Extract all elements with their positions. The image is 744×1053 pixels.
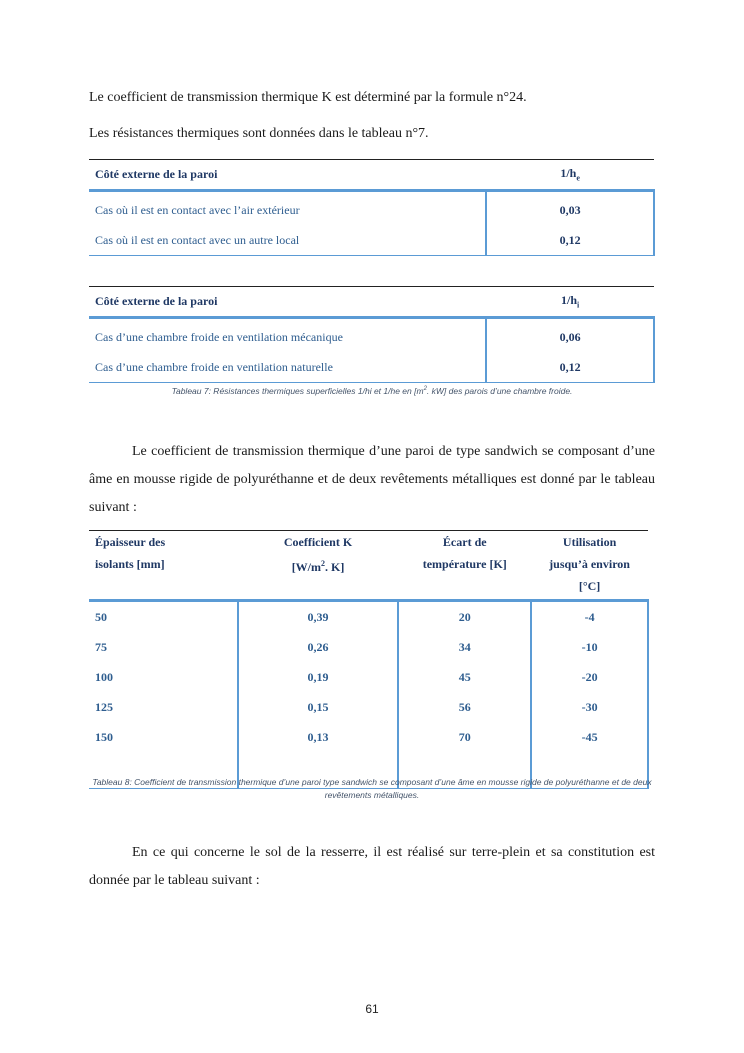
table-row: Cas où il est en contact avec un autre local 0,12 <box>89 225 654 256</box>
intro-line-2: Les résistances thermiques sont données dans le tableau n°7. <box>89 126 429 141</box>
page-number: 61 <box>365 1002 379 1016</box>
table-sandwich-coefficients <box>89 530 649 789</box>
table8-caption: Tableau 8: Coefficient de transmission thermique d’une paroi type sandwich se composant d’une âme en mousse rigide de polyuréthanne et de deux revêtements métalliques. <box>92 777 652 800</box>
col-coefficient-header: Coefficient K [$W/m^2$. K] <box>238 531 399 601</box>
col-temperature-diff-header: Écart de température [K] <box>398 531 531 601</box>
table1-col2-header: $1/h_e$ <box>486 160 654 191</box>
table-row: 125 0,15 56 -30 <box>89 692 648 722</box>
table-internal-resistance <box>89 286 655 383</box>
table-row: 150 0,13 70 -45 <box>89 722 648 752</box>
table-row: Cas d’une chambre froide en ventilation naturelle 0,12 <box>89 352 654 383</box>
table-row: 100 0,19 45 -20 <box>89 662 648 692</box>
table1-header: Côté externe de la paroi <box>89 160 486 191</box>
col-thickness-header: Épaisseur des isolants [mm] <box>89 531 238 601</box>
table7-caption: Tableau 7: Résistances thermiques superficielles 1/hi et 1/he en [$m^2$. kW] des parois d’une chambre froide. <box>171 385 573 396</box>
table-row: 50 0,39 20 -4 <box>89 601 648 633</box>
table-row: Cas d’une chambre froide en ventilation mécanique 0,06 <box>89 318 654 353</box>
table-external-resistance <box>89 159 655 256</box>
table-row: 75 0,26 34 -10 <box>89 632 648 662</box>
intro-line-1: Le coefficient de transmission thermique K est déterminé par la formule n°24. <box>89 90 527 105</box>
table2-header: Côté externe de la paroi <box>89 287 486 318</box>
paragraph-sandwich: Le coefficient de transmission thermique d’une paroi de type sandwich se composant d’une âme en mousse rigide de polyuréthanne et de deux revêtements métalliques est donné par le tableau suivant : <box>89 444 655 515</box>
col-usage-header: Utilisation jusqu’à environ [°C] <box>531 531 648 601</box>
table-row: Cas où il est en contact avec l’air extérieur 0,03 <box>89 191 654 226</box>
paragraph-floor: En ce qui concerne le sol de la resserre, il est réalisé sur terre-plein et sa constitution est donnée par le tableau suivant : <box>89 845 655 888</box>
table2-col2-header: $1/h_i$ <box>486 287 654 318</box>
